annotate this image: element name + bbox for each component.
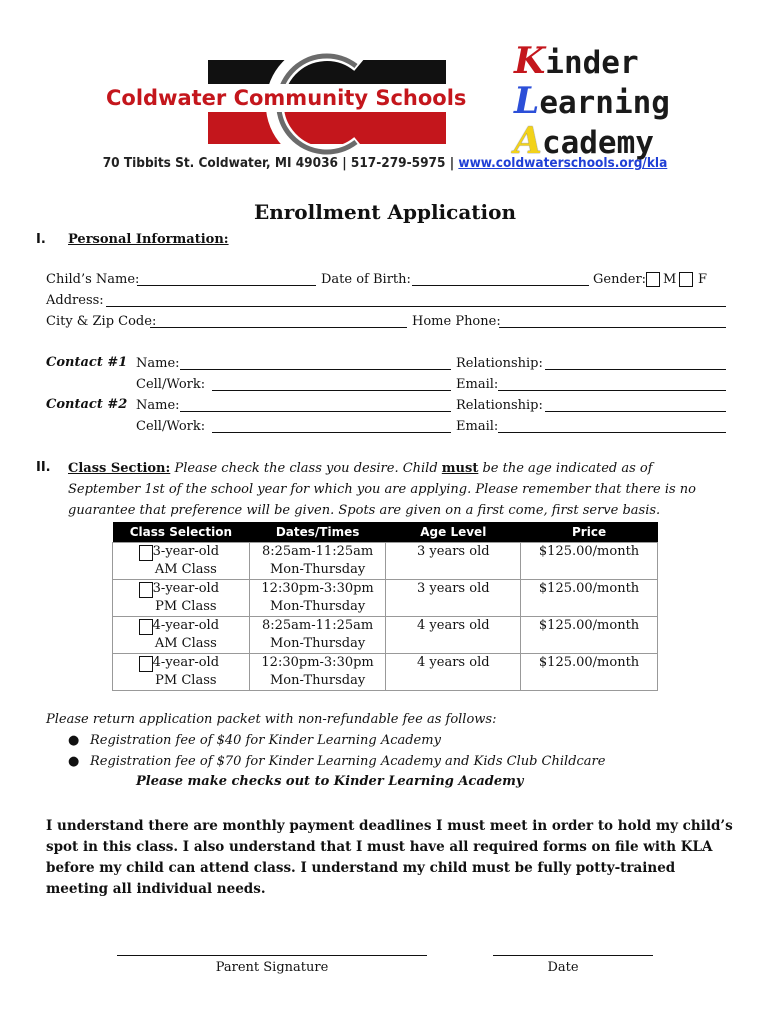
age-cell: 3 years old [386,579,521,616]
coldwater-schools-logo [100,50,500,158]
kla-cap-a: A [514,120,542,162]
time-line: 12:30pm-3:30pm [261,654,374,670]
dob-label: Date of Birth: [321,272,411,287]
class-name-line1: 4-year-old [152,654,220,670]
contact-1-cell-label: Cell/Work: [136,377,206,392]
contact-2-cell-label: Cell/Work: [136,419,206,434]
contact-1-relationship-field[interactable] [545,369,726,370]
class-selection-cell [113,542,250,579]
address-line [0,155,770,171]
contact-1-name-label: Name: [136,356,180,371]
contact-2-name-field[interactable] [180,411,451,412]
contact-2-relationship-label: Relationship: [456,398,543,413]
section-1-number: I. [36,232,46,247]
fee-bullet-1 [68,733,441,748]
contact-1-cell-row [136,376,736,394]
class-selection-cell [113,616,250,653]
section-2-number: II. [36,460,51,475]
agreement-text: I understand there are monthly payment deadlines I must meet in order to hold my child’s spot in this class. I also understand that I must have all required forms on file with KLA before my child can attend class. I understand my child must be fully potty-trained meeting all individual needs. [46,818,733,897]
class-3yr-am-checkbox[interactable] [139,545,153,561]
table-row [113,542,658,579]
kla-word-1: inder [545,45,639,81]
contact-2-name-label: Name: [136,398,180,413]
contact-2-cell-row [136,418,736,436]
section-2-heading: Class Section: [68,461,171,476]
contact-1-name-row [136,355,736,373]
address-row [46,292,736,310]
class-4yr-am-checkbox[interactable] [139,619,153,635]
class-name-line1: 3-year-old [152,580,220,596]
header-age-level: Age Level [386,522,521,542]
time-line: 8:25am-11:25am [261,617,374,633]
class-name-line2: AM Class [154,635,217,651]
fee-bullet-2-text: Registration fee of $70 for Kinder Learning Academy and Kids Club Childcare [90,754,606,769]
kinder-learning-academy-logo [514,40,684,162]
dob-field[interactable] [412,285,589,286]
address-label: Address: [46,293,104,308]
class-intro-must: must [441,461,479,476]
city-zip-field[interactable] [150,327,407,328]
contact-2-email-label: Email: [456,419,499,434]
price-cell: $125.00/month [521,653,658,690]
class-intro-text-a: Please check the class you desire. Child [170,461,442,476]
kla-cap-l: L [514,80,540,122]
org-name: Coldwater Community Schools [100,84,500,112]
contact-2-name-row [136,397,736,415]
parent-signature-label: Parent Signature [215,960,329,975]
price-cell: $125.00/month [521,616,658,653]
child-name-field[interactable] [137,285,316,286]
address-text: 70 Tibbits St. Coldwater, MI 49036 | 517-279-5975 | [102,155,459,171]
contact-2-cell-field[interactable] [212,432,451,433]
header-dates-times: Dates/Times [249,522,386,542]
kla-word-2: earning [539,85,670,121]
contact-1-email-label: Email: [456,377,499,392]
bullet-dot-icon: ● [68,754,80,769]
table-row [113,653,658,690]
section-1-heading: Personal Information: [68,232,229,247]
contact-1-relationship-label: Relationship: [456,356,543,371]
age-cell: 4 years old [386,616,521,653]
kla-logo-line-2 [514,82,670,120]
days-line: Mon-Thursday [270,561,366,577]
kla-cap-k: K [514,40,546,82]
fee-bullet-2 [68,754,605,769]
date-field[interactable] [493,955,653,956]
header-class-selection: Class Selection [113,522,250,542]
gender-f-label: F [698,272,708,287]
header-price: Price [521,522,658,542]
class-intro-text-b: be the age indicated as of September 1st of the school year for which you are applying. Please remember that there is no guarantee that preference will be given. Spots are given on a first come, first serve basis. [68,461,696,518]
class-selection-cell [113,653,250,690]
city-zip-label: City & Zip Code: [46,314,157,329]
table-row [113,616,658,653]
contact-1-cell-field[interactable] [212,390,451,391]
time-line: 8:25am-11:25am [261,543,374,559]
website-link[interactable]: www.coldwaterschools.org/kla [458,155,668,171]
contact-1-email-field[interactable] [498,390,726,391]
price-cell: $125.00/month [521,542,658,579]
child-name-label: Child’s Name: [46,272,140,287]
dates-times-cell [249,653,386,690]
class-name-line2: PM Class [155,598,217,614]
days-line: Mon-Thursday [270,635,366,651]
days-line: Mon-Thursday [270,598,366,614]
class-section-intro [68,458,728,521]
class-name-line1: 3-year-old [152,543,220,559]
address-field[interactable] [106,306,726,307]
contact-1-label: Contact #1 [46,355,128,370]
gender-f-checkbox[interactable] [679,272,693,287]
price-cell: $125.00/month [521,579,658,616]
contact-2-label: Contact #2 [46,397,128,412]
parent-signature-field[interactable] [117,955,427,956]
class-name-line2: AM Class [154,561,217,577]
class-3yr-pm-checkbox[interactable] [139,582,153,598]
gender-label: Gender: [593,272,647,287]
dates-times-cell [249,616,386,653]
child-info-row [46,271,736,289]
dates-times-cell [249,542,386,579]
days-line: Mon-Thursday [270,672,366,688]
home-phone-label: Home Phone: [412,314,501,329]
class-4yr-pm-checkbox[interactable] [139,656,153,672]
return-note: Please return application packet with non-refundable fee as follows: [46,712,497,727]
class-table [112,522,658,691]
class-selection-cell [113,579,250,616]
table-header-row [113,522,658,542]
gender-m-label: M [663,272,677,287]
time-line: 12:30pm-3:30pm [261,580,374,596]
kla-word-3: cademy [541,125,654,161]
age-cell: 3 years old [386,542,521,579]
dates-times-cell [249,579,386,616]
home-phone-field[interactable] [499,327,726,328]
date-label: Date [547,960,579,975]
contact-2-email-field[interactable] [498,432,726,433]
table-row [113,579,658,616]
age-cell: 4 years old [386,653,521,690]
checks-payable-note: Please make checks out to Kinder Learning Academy [136,774,524,789]
contact-2-relationship-field[interactable] [545,411,726,412]
fee-bullet-1-text: Registration fee of $40 for Kinder Learning Academy [90,733,441,748]
class-name-line2: PM Class [155,672,217,688]
contact-1-name-field[interactable] [180,369,451,370]
kla-logo-line-1 [514,42,639,80]
city-zip-row [46,313,736,331]
gender-m-checkbox[interactable] [646,272,660,287]
bullet-dot-icon: ● [68,733,80,748]
class-name-line1: 4-year-old [152,617,220,633]
page-title: Enrollment Application [253,200,517,224]
